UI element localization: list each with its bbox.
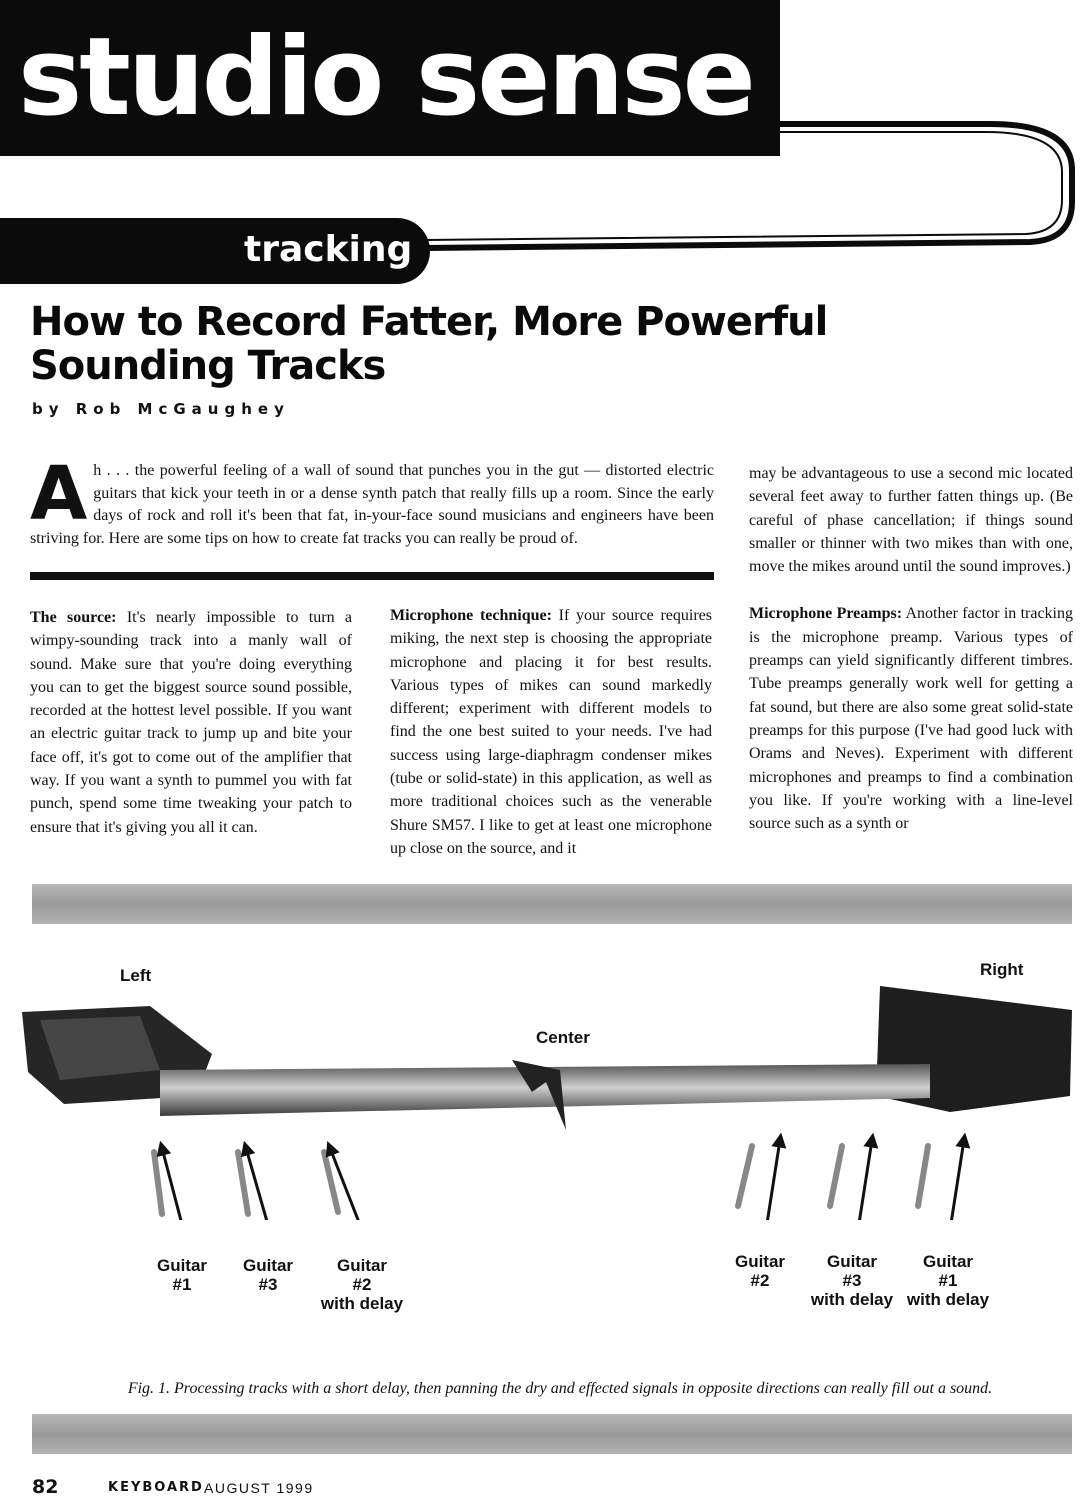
label-line: #3 — [258, 1275, 278, 1294]
label-line: Guitar — [922, 1252, 974, 1271]
drop-cap: A — [30, 451, 88, 537]
section-mic-technique — [390, 604, 712, 860]
label-center: Center — [536, 1028, 590, 1047]
label-line: with delay — [810, 1290, 894, 1309]
label-line: Guitar — [156, 1256, 208, 1275]
right-arrow-shadow — [830, 1146, 842, 1206]
label-line: #3 — [842, 1271, 862, 1290]
section-continued — [749, 462, 1073, 578]
label-line: #1 — [938, 1271, 958, 1290]
label-line: #2 — [352, 1275, 372, 1294]
divider-rule — [30, 572, 714, 580]
section-text: Another factor in tracking is the microphone preamp. Various types of preamps can yield significantly different timbres. Tube preamps generally work well for getting a fat sound, but there are also some great solid-state preamps for this purpose (I've had good luck with Orams and Neves). Experiment with different microphones and preamps to find a combination you like. If you're working with a line-level source such as a synth or — [749, 605, 1074, 833]
label-right-guitar-2 — [720, 1252, 800, 1290]
label-line: Guitar — [336, 1256, 388, 1275]
section-text: If your source requires miking, the next step is choosing the appropriate microphone and placing it for best results. Various types of mikes can sound markedly different; experiment with different models to find the one best suited to your needs. I've had success using large-diaphragm condenser mikes (tube or solid-state) in this application, as well as more traditional choices such as the venerable Shure SM57. I like to get at least one microphone up close on the source, and it — [390, 607, 712, 857]
column-2 — [390, 604, 712, 860]
stereo-panning-diagram — [0, 920, 1087, 1220]
label-line: #2 — [750, 1271, 770, 1290]
figure-caption: Fig. 1. Processing tracks with a short delay, then panning the dry and effected signals in opposite directions can really fill out a sound. — [127, 1380, 993, 1397]
section-lead: Microphone technique: — [390, 607, 552, 624]
label-line: #1 — [172, 1275, 192, 1294]
label-right-guitar-3 — [800, 1252, 904, 1309]
column-3 — [749, 462, 1073, 835]
label-line: Guitar — [734, 1252, 786, 1271]
label-right: Right — [980, 960, 1024, 979]
figure-bottom-band — [32, 1414, 1072, 1454]
label-left: Left — [120, 966, 152, 985]
magazine-name: KEYBOARD — [108, 1480, 204, 1495]
intro-text: h . . . the powerful feeling of a wall of sound that punches you in the gut — distorted electric guitars that kick your teeth in or a dense synth patch that really fills up a room. Since the early days of rock and roll it's been that fat, in-your-face sound musicians and engineers have been striving for. Here are some tips on how to create fat tracks you can really be proud of. — [30, 462, 714, 547]
label-left-guitar-2 — [312, 1256, 412, 1313]
label-left-guitar-3 — [228, 1256, 308, 1294]
label-line: with delay — [906, 1290, 990, 1309]
tab-tracking: tracking — [244, 229, 413, 270]
left-arrow-shadow — [154, 1152, 162, 1214]
label-line: Guitar — [242, 1256, 294, 1275]
label-line: Guitar — [826, 1252, 878, 1271]
intro-paragraph — [30, 451, 714, 550]
right-arrow-guitar-2 — [766, 1140, 780, 1220]
label-left-guitar-1 — [142, 1256, 222, 1294]
section-text: It's nearly impossible to turn a wimpy-sounding track into a manly wall of sound. Make sure that you're doing everything you can to get the biggest source sound possible, recorded at the hottest level possible. If you want an electric guitar track to jump up and bite your face off, it's got to come out of the amplifier that way. If you want a synth to pummel you with fat punch, spend some time tweaking your patch to ensure that it's giving you all it can. — [30, 609, 353, 836]
section-title: studio sense — [18, 15, 753, 140]
section-lead: Microphone Preamps: — [749, 605, 903, 623]
label-line: with delay — [320, 1294, 404, 1313]
section-preamps — [749, 602, 1073, 835]
page-number: 82 — [32, 1476, 59, 1498]
headline-line-2: Sounding Tracks — [30, 343, 386, 389]
section-source — [30, 606, 352, 839]
right-arrow-shadow — [738, 1146, 752, 1206]
section-lead: The source: — [30, 609, 117, 626]
article-headline — [30, 300, 990, 388]
label-right-guitar-1 — [896, 1252, 1000, 1309]
section-text: may be advantageous to use a second mic located several feet away to further fatten things up. (Be careful of phase cancellation; if things sound smaller or thinner with two mikes than with one, move the mikes around until the sound improves.) — [749, 465, 1073, 576]
figure-top-band — [32, 884, 1072, 924]
issue-date: AUGUST 1999 — [204, 1480, 314, 1496]
right-arrow-guitar-1-delay — [950, 1140, 964, 1220]
headline-line-1: How to Record Fatter, More Powerful — [30, 299, 828, 345]
column-1 — [30, 606, 352, 839]
byline: by Rob McGaughey — [32, 400, 290, 418]
right-arrow-shadow — [918, 1146, 928, 1206]
left-arrow-guitar-1 — [162, 1148, 184, 1220]
left-arrow-shadow — [238, 1152, 248, 1214]
right-arrow-guitar-3-delay — [858, 1140, 872, 1220]
